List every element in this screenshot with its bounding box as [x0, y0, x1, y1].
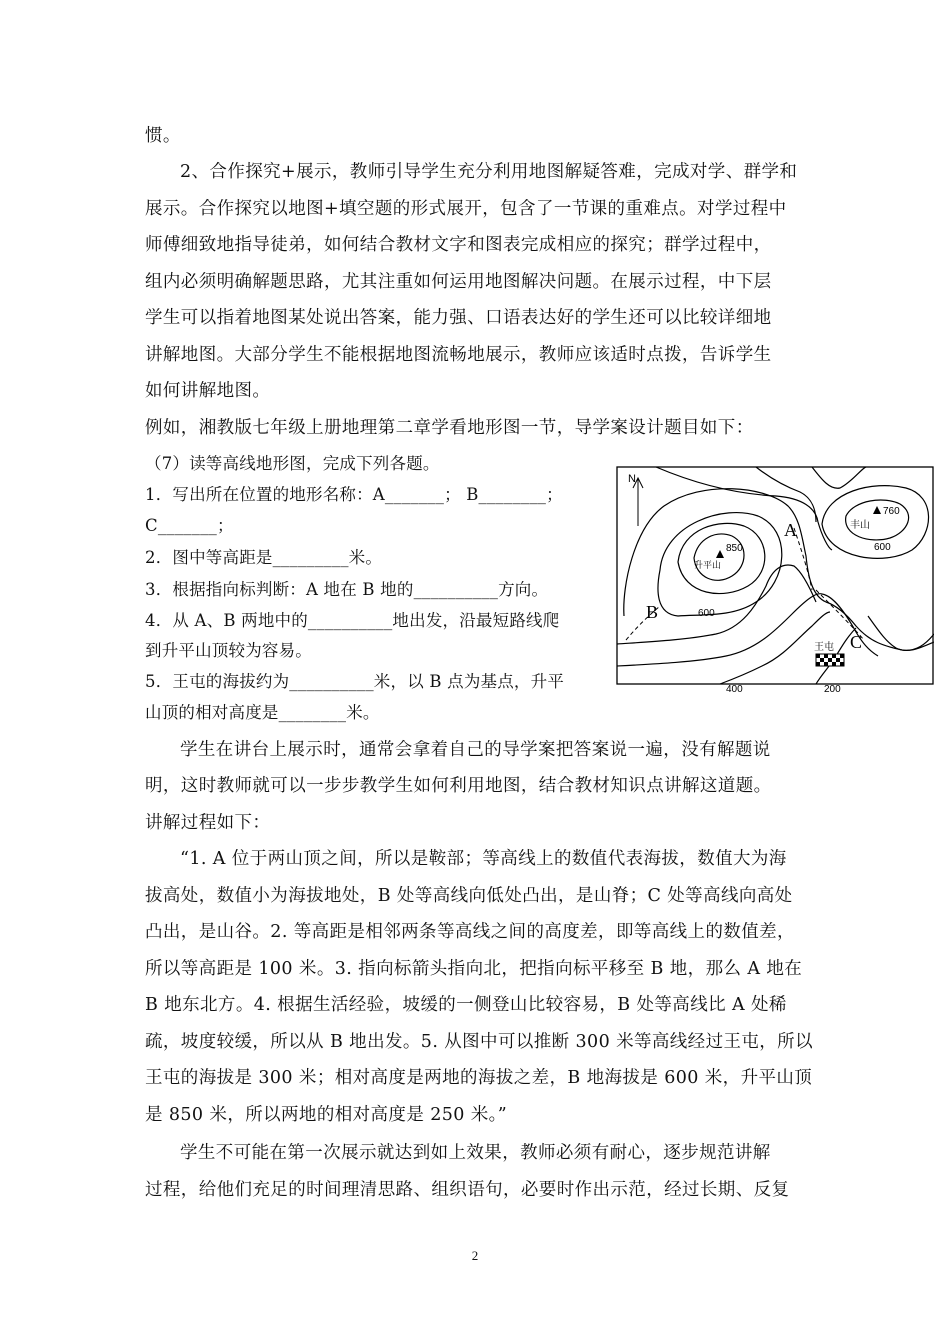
question-line: 5．王屯的海拔约为__________米，以 B 点为基点，升平	[145, 672, 565, 691]
text-line: 例如，湘教版七年级上册地理第二章学看地形图一节，导学案设计题目如下：	[145, 418, 754, 438]
peak1-value: 850	[726, 543, 743, 554]
text-line: 明，这时教师就可以一步步教学生如何利用地图，结合教材知识点讲解这道题。	[145, 776, 772, 796]
text-line: 2、合作探究+展示，教师引导学生充分利用地图解疑答难，完成对学、群学和	[180, 162, 798, 182]
text-line: 展示。合作探究以地图+填空题的形式展开，包含了一节课的重难点。对学过程中	[145, 199, 787, 219]
contour-value: 600	[698, 608, 715, 619]
text-line: B 地东北方。4. 根据生活经验，坡缓的一侧登山比较容易，B 处等高线比 A 处稀	[145, 995, 787, 1015]
text-line: 惯。	[145, 126, 181, 146]
question-line: 3．根据指向标判断：A 地在 B 地的__________方向。	[145, 580, 549, 599]
text-line: 学生可以指着地图某处说出答案，能力强、口语表达好的学生还可以比较详细地	[145, 308, 772, 328]
north-label: N	[628, 473, 636, 485]
contour-map	[616, 466, 934, 696]
text-line: 过程，给他们充足的时间理清思路、组织语句，必要时作出示范，经过长期、反复	[145, 1180, 790, 1200]
point-a-label: A	[784, 520, 797, 540]
text-line: 所以等高距是 100 米。3. 指向标箭头指向北，把指向标平移至 B 地，那么 A 地在	[145, 959, 803, 979]
text-line: 师傅细致地指导徒弟，如何结合教材文字和图表完成相应的探究；群学过程中，	[145, 235, 772, 255]
page-number: 2	[471, 1248, 479, 1263]
text-line: 疏，坡度较缓，所以从 B 地出发。5. 从图中可以推断 300 米等高线经过王屯，所以	[145, 1032, 813, 1052]
point-b-label: B	[646, 602, 659, 622]
question-line: 山顶的相对高度是________米。	[145, 703, 380, 722]
contour-value: 200	[824, 684, 841, 695]
text-line: 拔高处，数值小为海拔地处，B 处等高线向低处凸出，是山脊；C 处等高线向高处	[145, 886, 793, 906]
peak2-name: 丰山	[850, 520, 870, 531]
question-line: 到升平山顶较为容易。	[145, 641, 312, 660]
peak2-value: 760	[883, 506, 900, 517]
text-line: “1. A 位于两山顶之间，所以是鞍部；等高线上的数值代表海拔，数值大为海	[180, 849, 787, 869]
question-line: 2．图中等高距是_________米。	[145, 548, 383, 567]
text-line: 讲解过程如下：	[145, 813, 271, 833]
question-line: 1．写出所在位置的地形名称：A_______； B________；	[145, 485, 563, 504]
town-icon	[816, 654, 844, 666]
question-line: C_______；	[145, 516, 234, 535]
text-line: 学生在讲台上展示时，通常会拿着自己的导学案把答案说一遍，没有解题说	[180, 740, 771, 760]
text-line: 是 850 米，所以两地的相对高度是 250 米。”	[145, 1105, 508, 1125]
text-line: 凸出，是山谷。2. 等高距是相邻两条等高线之间的高度差，即等高线上的数值差，	[145, 922, 795, 942]
peak1-name: 升平山	[694, 560, 722, 570]
contour-value: 400	[726, 684, 743, 695]
question-line: 4．从 A、B 两地中的__________地出发，沿最短路线爬	[145, 611, 560, 630]
text-line: 如何讲解地图。	[145, 381, 271, 401]
text-line: 讲解地图。大部分学生不能根据地图流畅地展示，教师应该适时点拨，告诉学生	[145, 345, 772, 365]
text-line: 组内必须明确解题思路，尤其注重如何运用地图解决问题。在展示过程，中下层	[145, 272, 772, 292]
text-line: 学生不可能在第一次展示就达到如上效果，教师必须有耐心，逐步规范讲解	[180, 1143, 771, 1163]
town-label: 王屯	[814, 642, 834, 653]
question-line: （7）读等高线地形图，完成下列各题。	[145, 454, 440, 473]
point-c-label: C	[850, 632, 863, 652]
contour-value: 600	[874, 542, 891, 553]
text-line: 王屯的海拔是 300 米；相对高度是两地的海拔之差，B 地海拔是 600 米，升平山顶	[145, 1068, 813, 1088]
